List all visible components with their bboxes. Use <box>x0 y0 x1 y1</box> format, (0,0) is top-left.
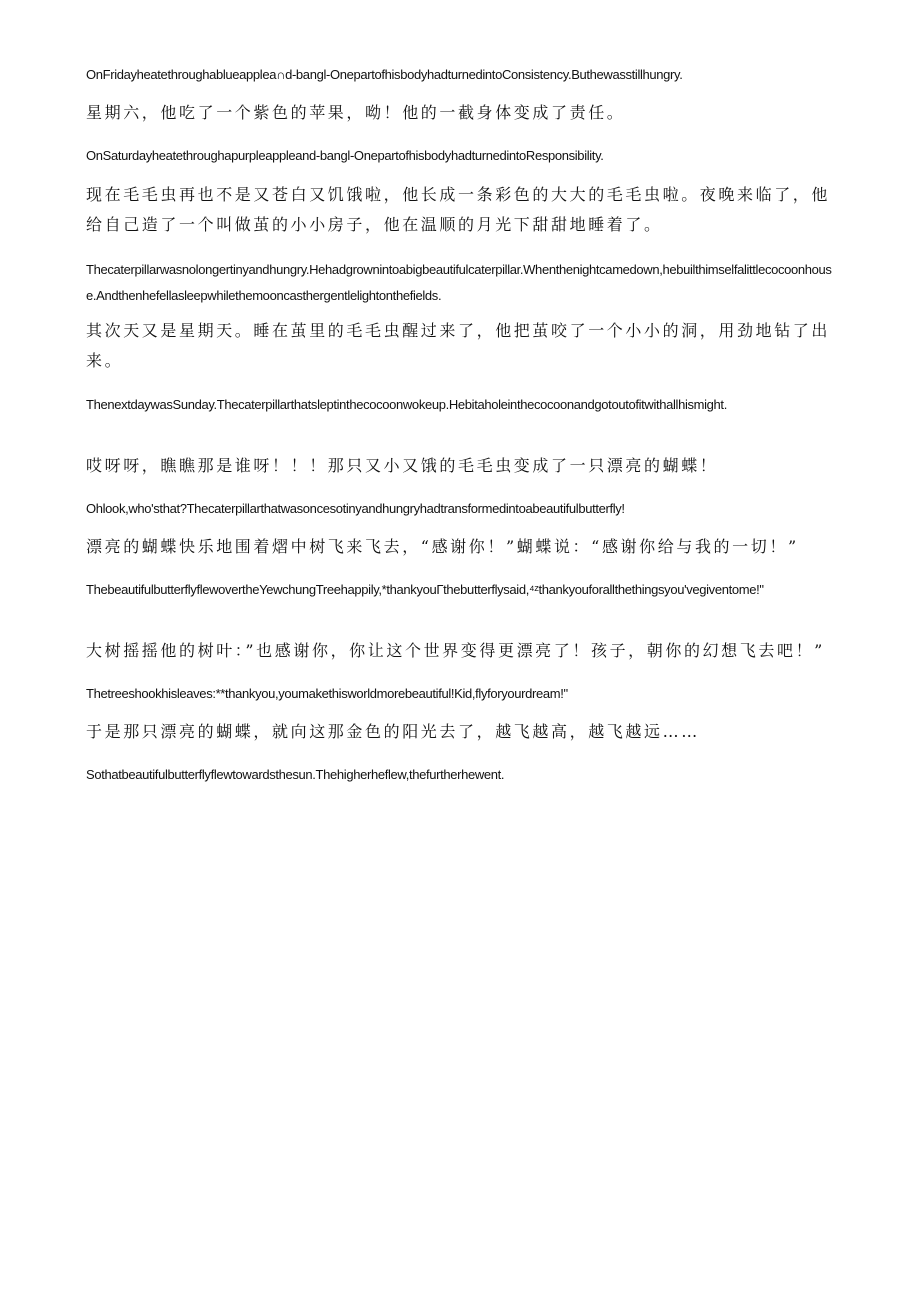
paragraph-saturday-zh: 星期六，他吃了一个紫色的苹果，呦！他的一截身体变成了责任。 <box>86 103 626 122</box>
paragraph-sun-en: Sothatbeautifulbutterflyflewtowardsthesun.Thehigherheflew,thefurtherhewent. <box>86 767 505 782</box>
paragraph-sun-zh: 于是那只漂亮的蝴蝶，就向这那金色的阳光去了，越飞越高，越飞越远…… <box>86 722 700 741</box>
paragraph-sunday-en: ThenextdaywasSunday.Thecaterpillarthatsleptinthecocoonwokeup.Hebitaholeinthecocoonandgotoutofitwithallhismight. <box>86 397 727 412</box>
paragraph-tree-en: Thetreeshookhisleaves:**thankyou,youmakethisworldmorebeautiful!Kid,flyforyourdream!" <box>86 686 568 701</box>
paragraph-saturday-en: OnSaturdayheatethroughapurpleappleand-bangl-OnepartofhisbodyhadturnedintoResponsibility. <box>86 148 604 163</box>
paragraph-thanks-zh: 漂亮的蝴蝶快乐地围着熠中树飞来飞去，“感谢你！”蝴蝶说：“感谢你给与我的一切！” <box>86 537 799 556</box>
paragraph-tree-zh: 大树摇摇他的树叶：”也感谢你，你让这个世界变得更漂亮了！孩子，朝你的幻想飞去吧！” <box>86 641 825 660</box>
paragraph-butterfly-zh: 哎呀呀，瞧瞧那是谁呀！！！那只又小又饿的毛毛虫变成了一只漂亮的蝴蝶！ <box>86 456 719 475</box>
paragraph-butterfly-en: Ohlook,who'sthat?Thecaterpillarthatwasoncesotinyandhungryhadtransformedintoabeautifulbutterfly! <box>86 501 625 516</box>
paragraph-thanks-en: ThebeautifulbutterflyflewovertheYewchungTreehappily,*thankyouΓthebutterflysaid,⁴ᶻthankyouforallthethingsyou'vegiventome!" <box>86 582 764 597</box>
paragraph-sunday-zh: 其次天又是星期天。睡在茧里的毛毛虫醒过来了，他把茧咬了一个小小的洞，用劲地钻了出来。 <box>86 321 831 370</box>
paragraph-friday-en: OnFridayheatethroughablueapplea∩d-bangl-OnepartofhisbodyhadturnedintoConsistency.Buthewasstillhungry. <box>86 67 683 82</box>
paragraph-cocoon-zh: 现在毛毛虫再也不是又苍白又饥饿啦，他长成一条彩色的大大的毛毛虫啦。夜晚来临了，他给自己造了一个叫做茧的小小房子，他在温顺的月光下甜甜地睡着了。 <box>86 185 831 234</box>
paragraph-cocoon-en: Thecaterpillarwasnolongertinyandhungry.Hehadgrownintoabigbeautifulcaterpillar.Whenthenightcamedown,hebuilthimselfalittlecocoonhouse.Andthenhefellasleepwhilethemooncasthergentlelightonthefields. <box>86 262 832 303</box>
